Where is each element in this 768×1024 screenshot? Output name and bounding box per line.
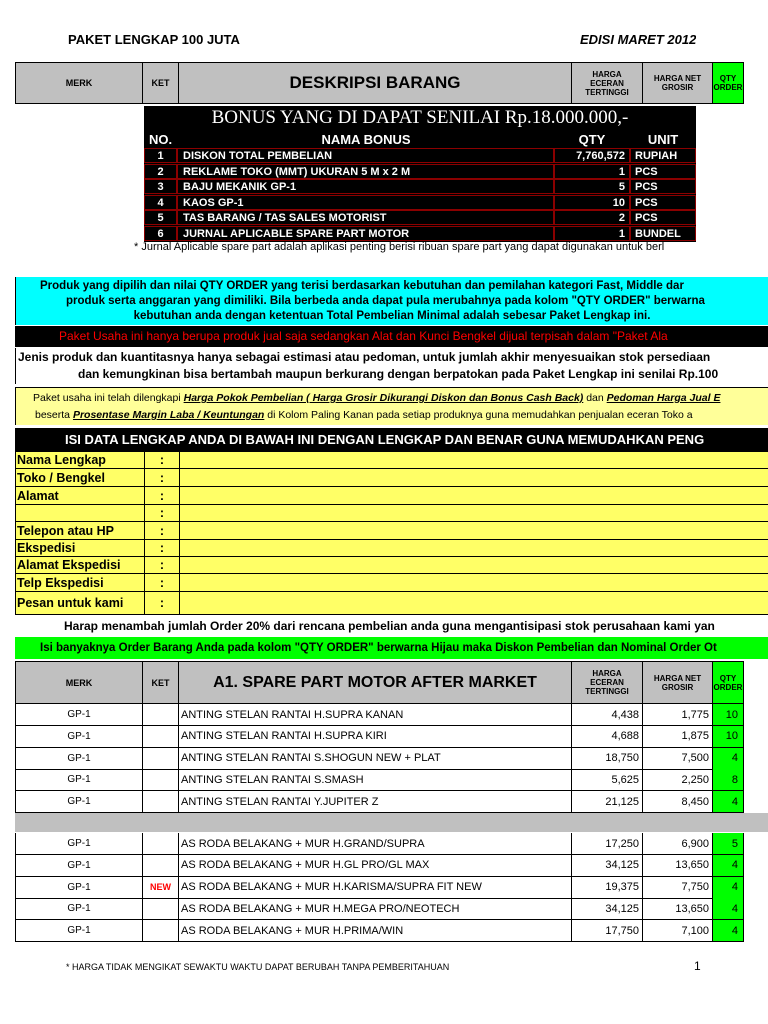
bonus-no: 1 xyxy=(144,148,177,163)
table-row xyxy=(15,748,744,770)
cell-harga-net: 1,875 xyxy=(642,726,713,748)
form-title: ISI DATA LENGKAP ANDA DI BAWAH INI DENGAN LENGKAP DAN BENAR GUNA MEMUDAHKAN PENG xyxy=(15,428,768,452)
bonus-qty: 10 xyxy=(554,195,630,210)
cell-qty-order[interactable]: 4 xyxy=(712,748,744,770)
table-row xyxy=(15,898,744,920)
estimation-line-2: dan kemungkinan bisa bertambah maupun berkurang dengan berpatokan pada Paket Lengkap ini senilai Rp.100 xyxy=(78,367,719,381)
tools-notice: Paket Usaha ini hanya berupa produk jual saja sedangkan Alat dan Kunci Bengkel dijual terpisah dalam "Paket Ala xyxy=(15,326,768,347)
cell-merk: GP-1 xyxy=(15,726,143,748)
cell-ket xyxy=(142,920,179,942)
bonus-title: BONUS YANG DI DAPAT SENILAI Rp.18.000.000,- xyxy=(211,107,629,128)
bonus-row xyxy=(144,164,696,179)
col-qty-order-header: QTY ORDER xyxy=(712,62,744,104)
bonus-name: DISKON TOTAL PEMBELIAN xyxy=(177,148,554,163)
form-label: Toko / Bengkel xyxy=(15,469,144,487)
section-title: A1. SPARE PART MOTOR AFTER MARKET xyxy=(178,661,572,704)
cell-ket xyxy=(142,704,179,726)
info-line-3: kebutuhan anda dengan ketentuan Total Pembelian Minimal adalah sebesar Paket Lengkap ini. xyxy=(133,310,651,322)
table-row xyxy=(15,704,744,726)
cell-qty-order[interactable]: 8 xyxy=(712,769,744,791)
cell-deskripsi: AS RODA BELAKANG + MUR H.PRIMA/WIN xyxy=(178,920,572,942)
form-label: Alamat xyxy=(15,487,144,505)
cell-deskripsi: ANTING STELAN RANTAI Y.JUPITER Z xyxy=(178,791,572,813)
cell-merk: GP-1 xyxy=(15,833,143,855)
form-colon: : xyxy=(144,487,179,505)
form-input-field[interactable] xyxy=(179,574,768,592)
col-harga-eceran-header: HARGA ECERAN TERTINGGI xyxy=(571,62,643,104)
cell-deskripsi: ANTING STELAN RANTAI S.SHOGUN NEW + PLAT xyxy=(178,748,572,770)
cell-qty-order[interactable]: 4 xyxy=(712,855,744,877)
hpp-link: Harga Pokok Pembelian ( Harga Grosir Dikurangi Diskon dan Bonus Cash Back) xyxy=(183,392,584,404)
table-row xyxy=(15,726,744,748)
bonus-col-no: NO. xyxy=(148,131,173,147)
cell-harga-eceran: 34,125 xyxy=(571,898,643,920)
top-table-header xyxy=(15,62,744,104)
cell-ket xyxy=(142,769,179,791)
bonus-unit: PCS xyxy=(630,179,696,194)
cell-ket xyxy=(142,748,179,770)
info-cyan-box xyxy=(15,277,768,325)
cell-ket xyxy=(142,726,179,748)
cell-harga-net: 7,100 xyxy=(642,920,713,942)
cell-harga-eceran: 21,125 xyxy=(571,791,643,813)
form-label: Ekspedisi xyxy=(15,540,144,557)
cell-ket xyxy=(142,833,179,855)
form-input-field[interactable] xyxy=(179,522,768,540)
pricing-text-a: Paket usaha ini telah dilengkapi xyxy=(33,392,184,404)
cell-qty-order[interactable]: 4 xyxy=(712,898,744,920)
form-input-field[interactable] xyxy=(179,487,768,505)
bonus-name: KAOS GP-1 xyxy=(177,195,554,210)
form-colon: : xyxy=(144,505,179,522)
table-row xyxy=(15,769,744,791)
bonus-footnote: * Jurnal Aplicable spare part adalah aplikasi penting berisi ribuan spare part yang dapat digunakan untuk berl xyxy=(134,241,665,253)
pricing-text-e: beserta xyxy=(35,409,73,421)
section-col-harga-net: HARGA NET GROSIR xyxy=(642,661,713,704)
margin-link: Prosentase Margin Laba / Keuntungan xyxy=(72,409,265,421)
pricing-line-2 xyxy=(16,407,768,423)
bonus-name: BAJU MEKANIK GP-1 xyxy=(177,179,554,194)
form-label: Telepon atau HP xyxy=(15,522,144,540)
form-input-field[interactable] xyxy=(179,557,768,574)
cell-harga-net: 2,250 xyxy=(642,769,713,791)
bonus-no: 3 xyxy=(144,179,177,194)
estimation-line-1: Jenis produk dan kuantitasnya hanya sebagai estimasi atau pedoman, untuk jumlah akhir menyesuaikan stok persediaan xyxy=(18,350,711,364)
form-input-field[interactable] xyxy=(179,452,768,469)
section-col-harga-eceran: HARGA ECERAN TERTINGGI xyxy=(571,661,643,704)
section-table-header xyxy=(15,661,744,704)
cell-merk: GP-1 xyxy=(15,704,143,726)
cell-harga-eceran: 19,375 xyxy=(571,877,643,899)
form-colon: : xyxy=(144,522,179,540)
bonus-unit: PCS xyxy=(630,164,696,179)
bonus-row xyxy=(144,210,696,225)
cell-qty-order[interactable]: 4 xyxy=(712,791,744,813)
table-row xyxy=(15,833,744,855)
bonus-row xyxy=(144,226,696,241)
form-label: Nama Lengkap xyxy=(15,452,144,469)
cell-qty-order[interactable]: 4 xyxy=(712,920,744,942)
bonus-name: TAS BARANG / TAS SALES MOTORIST xyxy=(177,210,554,225)
cell-ket: NEW xyxy=(142,877,179,899)
cell-qty-order[interactable]: 10 xyxy=(712,726,744,748)
cell-deskripsi: AS RODA BELAKANG + MUR H.GRAND/SUPRA xyxy=(178,833,572,855)
harga-jual-link: Pedoman Harga Jual E xyxy=(606,392,721,404)
cell-harga-net: 7,500 xyxy=(642,748,713,770)
pricing-text-g: di Kolom Paling Kanan pada setiap produknya guna memudahkan penjualan eceran Toko a xyxy=(264,409,693,421)
cell-qty-order[interactable]: 5 xyxy=(712,833,744,855)
bonus-col-name: NAMA BONUS xyxy=(321,131,411,147)
form-label: Alamat Ekspedisi xyxy=(15,557,144,574)
bonus-name: REKLAME TOKO (MMT) UKURAN 5 M x 2 M xyxy=(177,164,554,179)
bonus-no: 6 xyxy=(144,226,177,241)
cell-deskripsi: ANTING STELAN RANTAI H.SUPRA KANAN xyxy=(178,704,572,726)
bonus-qty: 5 xyxy=(554,179,630,194)
cell-merk: GP-1 xyxy=(15,855,143,877)
customer-form xyxy=(15,452,768,616)
bonus-col-unit: UNIT xyxy=(647,131,679,147)
col-harga-net-header: HARGA NET GROSIR xyxy=(642,62,713,104)
bonus-qty: 7,760,572 xyxy=(554,148,630,163)
cell-harga-net: 8,450 xyxy=(642,791,713,813)
info-line-1: Produk yang dipilih dan nilai QTY ORDER yang terisi berdasarkan kebutuhan dan pemilahan kategori Fast, Middle dar xyxy=(40,280,684,292)
cell-harga-net: 6,900 xyxy=(642,833,713,855)
bonus-block xyxy=(144,106,696,242)
bonus-header-row xyxy=(144,130,696,148)
form-colon: : xyxy=(144,540,179,557)
cell-harga-net: 7,750 xyxy=(642,877,713,899)
section-col-qty-order: QTY ORDER xyxy=(712,661,744,704)
bonus-row xyxy=(144,148,696,163)
col-merk-header: MERK xyxy=(15,62,143,104)
cell-merk: GP-1 xyxy=(15,791,143,813)
table-row xyxy=(15,791,744,813)
cell-deskripsi: ANTING STELAN RANTAI H.SUPRA KIRI xyxy=(178,726,572,748)
form-colon: : xyxy=(144,452,179,469)
bonus-qty: 1 xyxy=(554,226,630,241)
cell-deskripsi: AS RODA BELAKANG + MUR H.KARISMA/SUPRA FIT NEW xyxy=(178,877,572,899)
col-ket-header: KET xyxy=(142,62,179,104)
cell-harga-eceran: 4,438 xyxy=(571,704,643,726)
cell-ket xyxy=(142,791,179,813)
section-col-merk: MERK xyxy=(15,661,143,704)
section-col-ket: KET xyxy=(142,661,179,704)
bonus-unit: PCS xyxy=(630,210,696,225)
green-order-note: Isi banyaknya Order Barang Anda pada kolom "QTY ORDER" berwarna Hijau maka Diskon Pembelian dan Nominal Order Ot xyxy=(15,637,768,659)
form-label: Telp Ekspedisi xyxy=(15,574,144,592)
form-label: Pesan untuk kami xyxy=(15,592,144,615)
form-input-field[interactable] xyxy=(179,540,768,557)
cell-merk: GP-1 xyxy=(15,920,143,942)
form-colon: : xyxy=(144,592,179,615)
table-row xyxy=(15,877,744,899)
cell-harga-eceran: 34,125 xyxy=(571,855,643,877)
edition-label: EDISI MARET 2012 xyxy=(580,32,697,47)
cell-deskripsi: AS RODA BELAKANG + MUR H.MEGA PRO/NEOTECH xyxy=(178,898,572,920)
cell-merk: GP-1 xyxy=(15,748,143,770)
bonus-no: 2 xyxy=(144,164,177,179)
cell-merk: GP-1 xyxy=(15,769,143,791)
bonus-unit: BUNDEL xyxy=(630,226,696,241)
bonus-unit: RUPIAH xyxy=(630,148,696,163)
cell-harga-eceran: 18,750 xyxy=(571,748,643,770)
bonus-no: 5 xyxy=(144,210,177,225)
bonus-col-qty: QTY xyxy=(578,131,606,147)
cell-deskripsi: ANTING STELAN RANTAI S.SMASH xyxy=(178,769,572,791)
cell-harga-net: 13,650 xyxy=(642,855,713,877)
bonus-name: JURNAL APLICABLE SPARE PART MOTOR xyxy=(177,226,554,241)
form-colon: : xyxy=(144,574,179,592)
cell-harga-net: 13,650 xyxy=(642,898,713,920)
cell-qty-order[interactable]: 4 xyxy=(712,877,744,899)
bonus-unit: PCS xyxy=(630,195,696,210)
document-title: PAKET LENGKAP 100 JUTA xyxy=(68,32,240,47)
group-separator xyxy=(15,813,768,832)
cell-qty-order[interactable]: 10 xyxy=(712,704,744,726)
estimation-note xyxy=(15,348,768,384)
bonus-row xyxy=(144,179,696,194)
form-input-field[interactable] xyxy=(179,469,768,487)
form-colon: : xyxy=(144,557,179,574)
bonus-qty: 1 xyxy=(554,164,630,179)
pricing-line-1 xyxy=(16,390,768,407)
info-line-2: produk serta anggaran yang dimiliki. Bila berbeda anda dapat pula merubahnya pada kolom "QTY ORDER" berwarna xyxy=(66,295,705,307)
cell-ket xyxy=(142,898,179,920)
cell-deskripsi: AS RODA BELAKANG + MUR H.GL PRO/GL MAX xyxy=(178,855,572,877)
pricing-note xyxy=(15,387,768,425)
cell-ket xyxy=(142,855,179,877)
bonus-no: 4 xyxy=(144,195,177,210)
col-deskripsi-header: DESKRIPSI BARANG xyxy=(178,62,572,104)
cell-harga-eceran: 17,250 xyxy=(571,833,643,855)
table-row xyxy=(15,920,744,942)
form-input-field[interactable] xyxy=(179,592,768,615)
bonus-row xyxy=(144,195,696,210)
pricing-text-c: dan xyxy=(583,392,607,404)
bonus-qty: 2 xyxy=(554,210,630,225)
cell-merk: GP-1 xyxy=(15,877,143,899)
form-colon: : xyxy=(144,469,179,487)
cell-merk: GP-1 xyxy=(15,898,143,920)
cell-harga-net: 1,775 xyxy=(642,704,713,726)
form-input-field[interactable] xyxy=(179,505,768,522)
price-disclaimer: * HARGA TIDAK MENGIKAT SEWAKTU WAKTU DAPAT BERUBAH TANPA PEMBERITAHUAN xyxy=(66,962,450,972)
order-note: Harap menambah jumlah Order 20% dari rencana pembelian anda guna mengantisipasi stok perusahaan kami yan xyxy=(64,619,715,633)
cell-harga-eceran: 4,688 xyxy=(571,726,643,748)
page-number: 1 xyxy=(694,959,701,973)
form-label xyxy=(15,505,144,522)
table-row xyxy=(15,855,744,877)
cell-harga-eceran: 5,625 xyxy=(571,769,643,791)
cell-harga-eceran: 17,750 xyxy=(571,920,643,942)
